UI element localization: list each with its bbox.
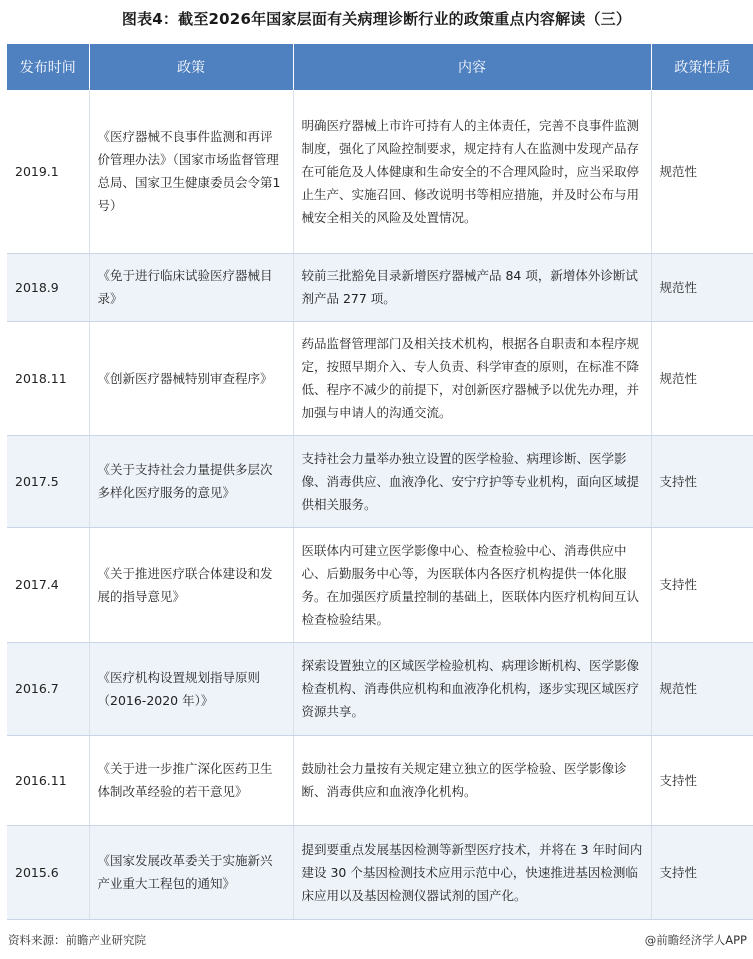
cell-date: 2015.6 <box>7 825 89 919</box>
cell-content: 提到要重点发展基因检测等新型医疗技术，并将在 3 年时间内建设 30 个基因检测技术应用示范中心，快速推进基因检测临床应用以及基因检测仪器试剂的国产化。 <box>293 825 651 919</box>
cell-policy: 《关于支持社会力量提供多层次多样化医疗服务的意见》 <box>89 435 293 527</box>
page-title: 图表4：截至2026年国家层面有关病理诊断行业的政策重点内容解读（三） <box>121 10 632 28</box>
policy-table <box>7 44 753 920</box>
source-note: 资料来源：前瞻产业研究院 <box>8 933 146 947</box>
cell-date: 2018.11 <box>7 321 89 435</box>
cell-nature: 支持性 <box>651 435 753 527</box>
credit-note: @前瞻经济学人APP <box>644 933 747 947</box>
cell-policy: 《免于进行临床试验医疗器械目录》 <box>89 253 293 321</box>
table-row <box>7 435 753 527</box>
header-date: 发布时间 <box>7 44 89 90</box>
cell-nature: 规范性 <box>651 253 753 321</box>
table-row <box>7 527 753 642</box>
cell-policy: 《医疗器械不良事件监测和再评价管理办法》（国家市场监督管理总局、国家卫生健康委员会令第1号） <box>89 90 293 253</box>
cell-nature: 支持性 <box>651 527 753 642</box>
cell-date: 2017.5 <box>7 435 89 527</box>
header-nature: 政策性质 <box>651 44 753 90</box>
cell-policy: 《创新医疗器械特别审查程序》 <box>89 321 293 435</box>
table-row <box>7 825 753 919</box>
header-content: 内容 <box>293 44 651 90</box>
cell-policy: 《关于推进医疗联合体建设和发展的指导意见》 <box>89 527 293 642</box>
cell-content: 鼓励社会力量按有关规定建立独立的医学检验、医学影像诊断、消毒供应和血液净化机构。 <box>293 735 651 825</box>
cell-date: 2018.9 <box>7 253 89 321</box>
header-policy: 政策 <box>89 44 293 90</box>
cell-policy: 《国家发展改革委关于实施新兴产业重大工程包的通知》 <box>89 825 293 919</box>
table-row <box>7 321 753 435</box>
cell-nature: 支持性 <box>651 825 753 919</box>
table-row <box>7 253 753 321</box>
cell-date: 2017.4 <box>7 527 89 642</box>
cell-policy: 《医疗机构设置规划指导原则（2016-2020 年）》 <box>89 642 293 735</box>
cell-content: 明确医疗器械上市许可持有人的主体责任，完善不良事件监测制度，强化了风险控制要求，规定持有人在监测中发现产品存在可能危及人体健康和生命安全的不合理风险时，应当采取停止生产、实施召回、修改说明书等相应措施，并及时公布与用械安全相关的风险及处置情况。 <box>293 90 651 253</box>
cell-content: 探索设置独立的区域医学检验机构、病理诊断机构、医学影像检查机构、消毒供应机构和血液净化机构，逐步实现区域医疗资源共享。 <box>293 642 651 735</box>
cell-content: 支持社会力量举办独立设置的医学检验、病理诊断、医学影像、消毒供应、血液净化、安宁疗护等专业机构，面向区域提供相关服务。 <box>293 435 651 527</box>
cell-content: 医联体内可建立医学影像中心、检查检验中心、消毒供应中心、后勤服务中心等，为医联体内各医疗机构提供一体化服务。在加强医疗质量控制的基础上，医联体内医疗机构间互认检查检验结果。 <box>293 527 651 642</box>
cell-content: 较前三批豁免目录新增医疗器械产品 84 项，新增体外诊断试剂产品 277 项。 <box>293 253 651 321</box>
table-row <box>7 90 753 253</box>
cell-date: 2016.11 <box>7 735 89 825</box>
cell-date: 2016.7 <box>7 642 89 735</box>
cell-policy: 《关于进一步推广深化医药卫生体制改革经验的若干意见》 <box>89 735 293 825</box>
table-row <box>7 642 753 735</box>
cell-nature: 支持性 <box>651 735 753 825</box>
cell-nature: 规范性 <box>651 642 753 735</box>
cell-date: 2019.1 <box>7 90 89 253</box>
table-header-row <box>7 44 753 90</box>
cell-nature: 规范性 <box>651 90 753 253</box>
cell-content: 药品监督管理部门及相关技术机构，根据各自职责和本程序规定，按照早期介入、专人负责、科学审查的原则，在标准不降低、程序不减少的前提下，对创新医疗器械予以优先办理，并加强与申请人的沟通交流。 <box>293 321 651 435</box>
cell-nature: 规范性 <box>651 321 753 435</box>
table-row <box>7 735 753 825</box>
